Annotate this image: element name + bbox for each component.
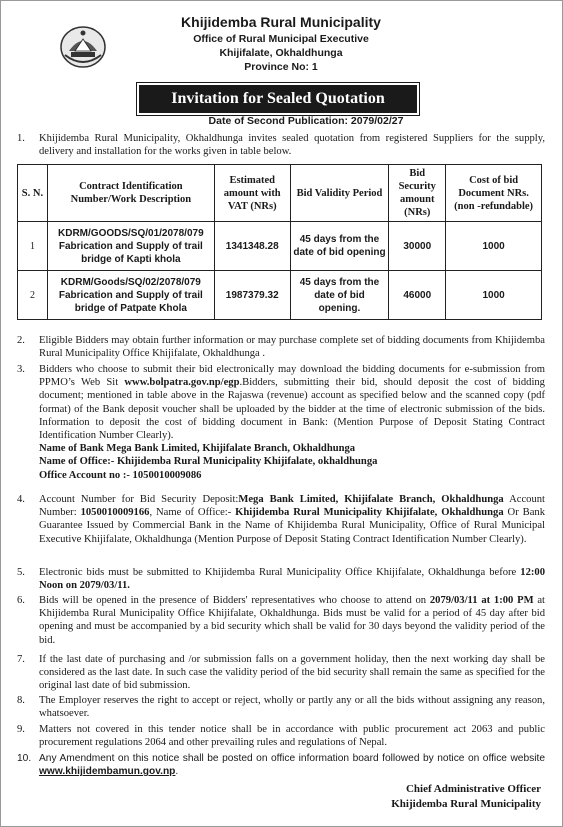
quotation-table bbox=[17, 164, 542, 320]
clause-4: 4. Account Number for Bid Security Deposit:Mega Bank Limited, Khijifalate Branch, Okhaldhunga Account Number: 1050010009166, Name of Office:- Khijidemba Rural Municipality Khijifalate, Okhaldhunga Or Bank Guarantee Issued by Commercial Bank in the Name of Khijidemba Rural Municipality, Office of Rural Municipal Executive Khijifalate, Okhaldhunga (Mention Purpose of Deposit Stating Contract Identification Number Clearly). bbox=[17, 494, 545, 545]
publication-date: Date of Second Publication: 2079/02/27 bbox=[208, 115, 404, 127]
clause-2: 2. Eligible Bidders may obtain further information or may purchase complete set of bidding documents from Khijidemba Rural Municipality Office Khijifalate, Okhaldhunga . bbox=[17, 335, 545, 360]
notice-title-banner: Invitation for Sealed Quotation bbox=[139, 85, 417, 113]
signatory-organization: Khijidemba Rural Municipality bbox=[391, 798, 541, 810]
clause-7: 7. If the last date of purchasing and /or submission falls on a government holiday, then the next working day shall be considered as the last date. In such case the validity period of the bid security shall remain the same as specified for the original last date of bid submission. bbox=[17, 654, 545, 692]
contract-cell: KDRM/Goods/SQ/02/2078/079 Fabrication and Supply of trail bridge of Patpate Khola bbox=[47, 271, 214, 320]
municipality-website-link[interactable]: www.khijidembamun.gov.np bbox=[39, 766, 176, 778]
table-row: 1 KDRM/GOODS/SQ/01/2078/079 Fabrication and Supply of trail bridge of Kapti khola 1341348.28 45 days from the date of bid opening 30000 1000 bbox=[18, 222, 542, 271]
header-contract-id: Contract Identification Number/Work Description bbox=[47, 165, 214, 222]
clause-5: 5. Electronic bids must be submitted to Khijidemba Rural Municipality Office Khijifalate, Okhaldhunga before 12:00 Noon on 2079/03/11. bbox=[17, 567, 545, 592]
clause-9: 9. Matters not covered in this tender notice shall be in accordance with public procurement act 2063 and public procurement regulations 2064 and other prevailing rules and regulations of Nepal. bbox=[17, 724, 545, 749]
header-sn: S. N. bbox=[18, 165, 48, 222]
government-emblem bbox=[59, 25, 107, 69]
municipality-name: Khijidemba Rural Municipality bbox=[181, 14, 381, 30]
clause-6: 6. Bids will be opened in the presence of Bidders' representatives who choose to attend on 2079/03/11 at 1:00 PM at Khijidemba Rural Municipality Office Khijifalate, Okhaldhunga. Bids must be valid for a period of 45 day after bid opening and must be accompanied by a bid security which shall be valid for 30 days beyond the validity period of the bid. bbox=[17, 595, 545, 646]
office-name: Office of Rural Municipal Executive bbox=[193, 33, 369, 45]
clause-8: 8. The Employer reserves the right to accept or reject, wholly or partly any or all the bids without assigning any reason, whatsoever. bbox=[17, 695, 545, 720]
header-bid-security: Bid Security amount (NRs) bbox=[389, 165, 446, 222]
clause-3: 3. Bidders who choose to submit their bid electronically may download the bidding documents for e-submission from PPMO’s Web Sit www.bolpatra.gov.np/egp.Bidders, submitting their bid, should deposit the cost of bidding document; mentioned in table above in the Rajaswa (revenue) account as specified below and the scanned copy (pdf format) of the Bank deposit voucher shall be uploaded by the bidder at the time of electronic submission of the bids. Information to deposit the cost of bidding document in Bank: (Mention Purpose of Deposit Stating Contract Identification Number Clearly). Name of Bank Mega Bank Limited, Khijifalate Branch, Okhaldhunga Name of Office:- Khijidemba Rural Municipality Khijifalate, okhaldhunga Office Account no :- 1050010009086 bbox=[17, 364, 545, 481]
clause-10: 10. Any Amendment on this notice shall be posted on office information board followed by notice on office website www.khijidembamun.gov.np. bbox=[17, 753, 545, 778]
province: Province No: 1 bbox=[244, 61, 318, 73]
office-location: Khijifalate, Okhaldhunga bbox=[219, 47, 343, 59]
table-row: 2 KDRM/Goods/SQ/02/2078/079 Fabrication and Supply of trail bridge of Patpate Khola 1987379.32 45 days from the date of bid opening. 46000 1000 bbox=[18, 271, 542, 320]
table-header-row bbox=[18, 165, 542, 222]
header-estimated-amount: Estimated amount with VAT (NRs) bbox=[214, 165, 290, 222]
contract-cell: KDRM/GOODS/SQ/01/2078/079 Fabrication and Supply of trail bridge of Kapti khola bbox=[47, 222, 214, 271]
signatory-title: Chief Administrative Officer bbox=[405, 783, 541, 795]
header-document-cost: Cost of bid Document NRs.(non -refundable) bbox=[446, 165, 542, 222]
header-bid-validity: Bid Validity Period bbox=[290, 165, 389, 222]
clause-1: 1. Khijidemba Rural Municipality, Okhaldhunga invites sealed quotation from registered Suppliers for the supply, delivery and installation for the works given in table below. bbox=[17, 133, 545, 158]
bolpatra-link[interactable]: www.bolpatra.gov.np/egp bbox=[124, 377, 240, 389]
